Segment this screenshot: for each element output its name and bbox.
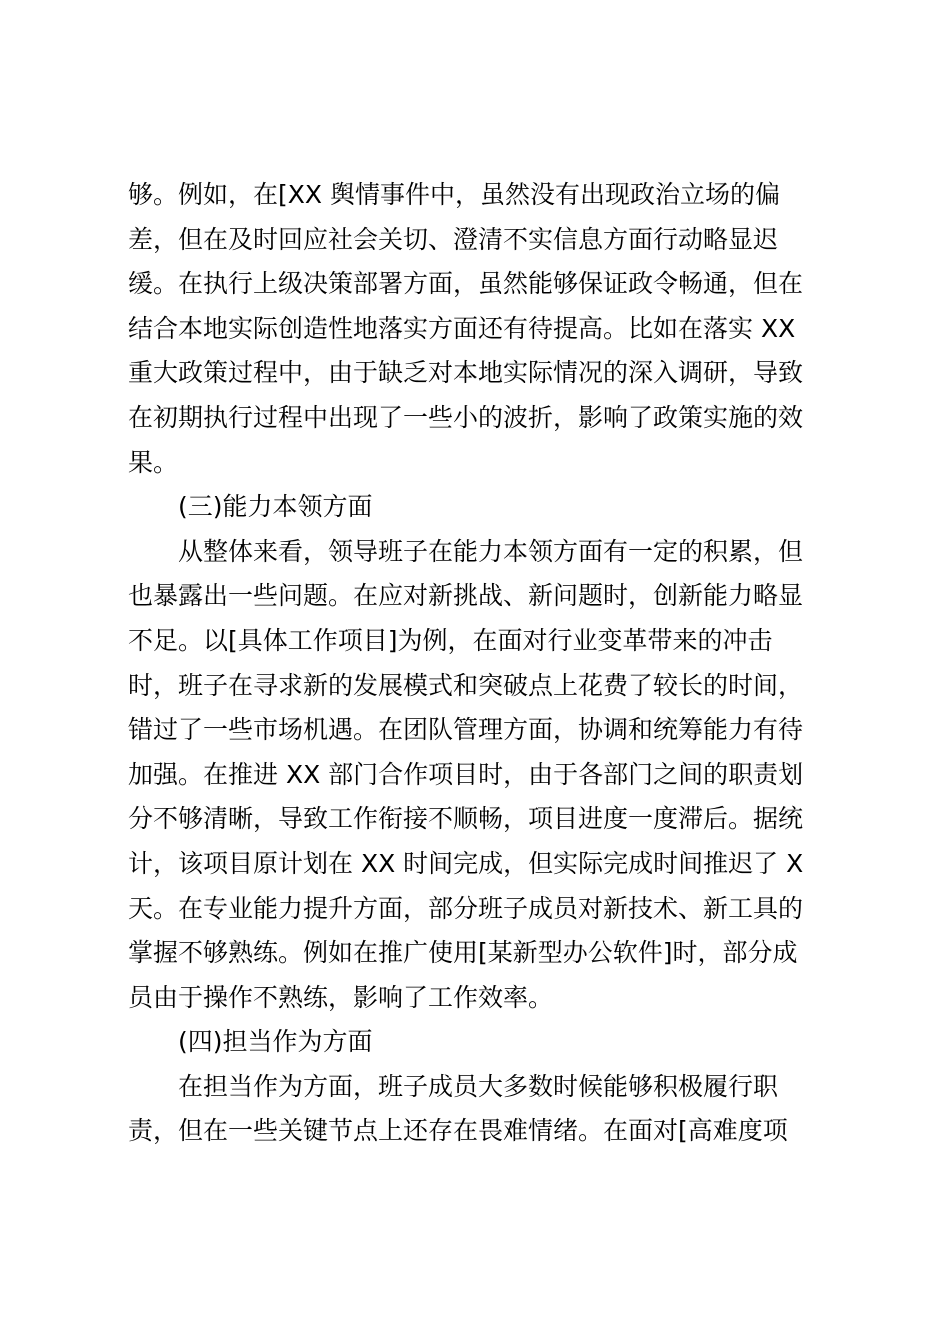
text-line: 错过了一些市场机遇。在团队管理方面，协调和统筹能力有待 [128,715,804,745]
text-line: 天。在专业能力提升方面，部分班子成员对新技术、新工具的 [128,893,804,923]
text-line: 从整体来看，领导班子在能力本领方面有一定的积累，但 [178,536,804,566]
document-body [128,173,828,1154]
text-line: 果。 [128,447,179,477]
text-line: 掌握不够熟练。例如在推广使用[某新型办公软件]时，部分成 [128,938,798,968]
text-line: 够。例如，在[XX 舆情事件中，虽然没有出现政治立场的偏 [128,180,780,209]
text-line: 在初期执行过程中出现了一些小的波折，影响了政策实施的效 [128,402,804,432]
text-line: 员由于操作不熟练，影响了工作效率。 [128,982,554,1012]
section-heading-3: (三)能力本领方面 [178,492,373,522]
text-line: 责，但在一些关键节点上还存在畏难情绪。在面对[高难度项 [128,1116,788,1146]
text-line: 分不够清晰，导致工作衔接不顺畅，项目进度一度滞后。据统 [128,804,804,834]
paragraph-4 [128,1065,828,1154]
text-line: 不足。以[具体工作项目]为例，在面对行业变革带来的冲击 [128,625,773,655]
text-line: 在担当作为方面，班子成员大多数时候能够积极履行职 [178,1071,779,1101]
text-line: 缓。在执行上级决策部署方面，虽然能够保证政令畅通，但在 [128,269,804,299]
paragraph-continued [128,173,828,485]
text-line: 也暴露出一些问题。在应对新挑战、新问题时，创新能力略显 [128,581,804,611]
text-line: 时，班子在寻求新的发展模式和突破点上花费了较长的时间， [128,670,804,700]
section-heading-4: (四)担当作为方面 [178,1027,373,1057]
paragraph-3 [128,530,828,1021]
text-line: 计，该项目原计划在 XX 时间完成，但实际完成时间推迟了 X [128,848,804,878]
text-line: 重大政策过程中，由于缺乏对本地实际情况的深入调研，导致 [128,358,804,388]
text-line: 结合本地实际创造性地落实方面还有待提高。比如在落实 XX [128,313,796,343]
text-line: 差，但在及时回应社会关切、澄清不实信息方面行动略显迟 [128,224,779,254]
text-line: 加强。在推进 XX 部门合作项目时，由于各部门之间的职责划 [128,759,804,789]
